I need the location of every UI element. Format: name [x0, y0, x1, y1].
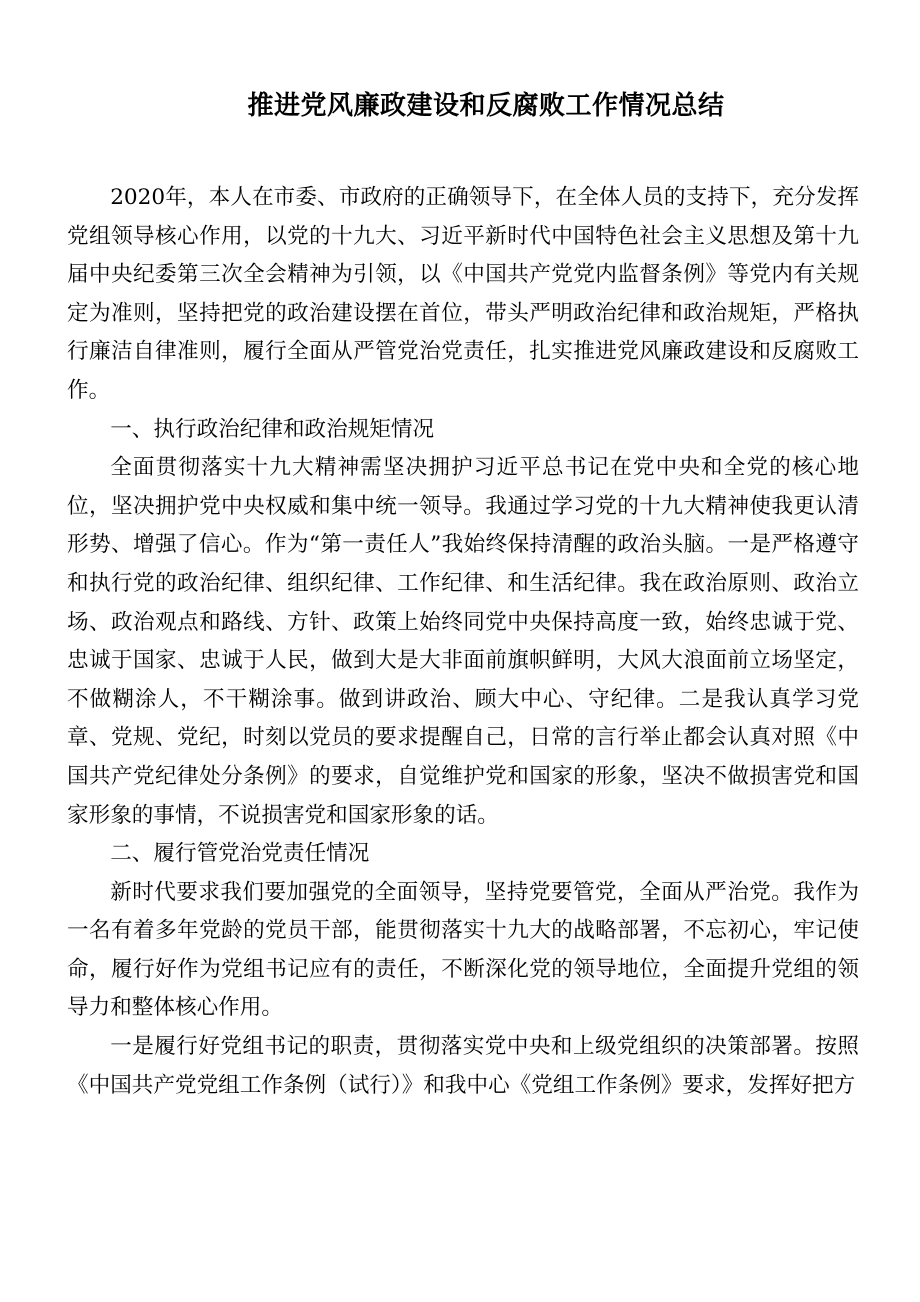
paragraph-section-2: 新时代要求我们要加强党的全面领导，坚持党要管党，全面从严治党。我作为一名有着多年党龄的党员干部，能贯彻落实十九大的战略部署，不忘初心，牢记使命，履行好作为党组书记应有的责任，不断深化党的领导地位，全面提升党组的领导力和整体核心作用。	[67, 879, 859, 1021]
paragraph-intro: 2020年，本人在市委、市政府的正确领导下，在全体人员的支持下，充分发挥党组领导核心作用，以党的十九大、习近平新时代中国特色社会主义思想及第十九届中央纪委第三次全会精神为引领，以《中国共产党党内监督条例》等党内有关规定为准则，坚持把党的政治建设摆在首位，带头严明政治纪律和政治规矩，严格执行廉洁自律准则，履行全面从严管党治党责任，扎实推进党风廉政建设和反腐败工作。	[67, 185, 859, 403]
paragraph-section-1: 全面贯彻落实十九大精神需坚决拥护习近平总书记在党中央和全党的核心地位，坚决拥护党中央权威和集中统一领导。我通过学习党的十九大精神使我更认清形势、增强了信心。作为“第一责任人”我始终保持清醒的政治头脑。一是严格遵守和执行党的政治纪律、组织纪律、工作纪律、和生活纪律。我在政治原则、政治立场、政治观点和路线、方针、政策上始终同党中央保持高度一致，始终忠诚于党、忠诚于国家、忠诚于人民，做到大是大非面前旗帜鲜明，大风大浪面前立场坚定，不做糊涂人，不干糊涂事。做到讲政治、顾大中心、守纪律。二是我认真学习党章、党规、党纪，时刻以党员的要求提醒自己，日常的言行举止都会认真对照《中国共产党纪律处分条例》的要求，自觉维护党和国家的形象，坚决不做损害党和国家形象的事情，不说损害党和国家形象的话。	[67, 455, 859, 828]
section-heading-2: 二、履行管党治党责任情况	[110, 841, 370, 867]
document-body	[67, 179, 859, 1105]
section-heading-1: 一、执行政治纪律和政治规矩情况	[110, 416, 435, 442]
paragraph-section-2-point-1: 一是履行好党组书记的职责，贯彻落实党中央和上级党组织的决策部署。按照《中国共产党党组工作条例（试行）》和我中心《党组工作条例》要求，发挥好把方	[67, 1034, 859, 1098]
document-title: 推进党风廉政建设和反腐败工作情况总结	[247, 91, 725, 121]
